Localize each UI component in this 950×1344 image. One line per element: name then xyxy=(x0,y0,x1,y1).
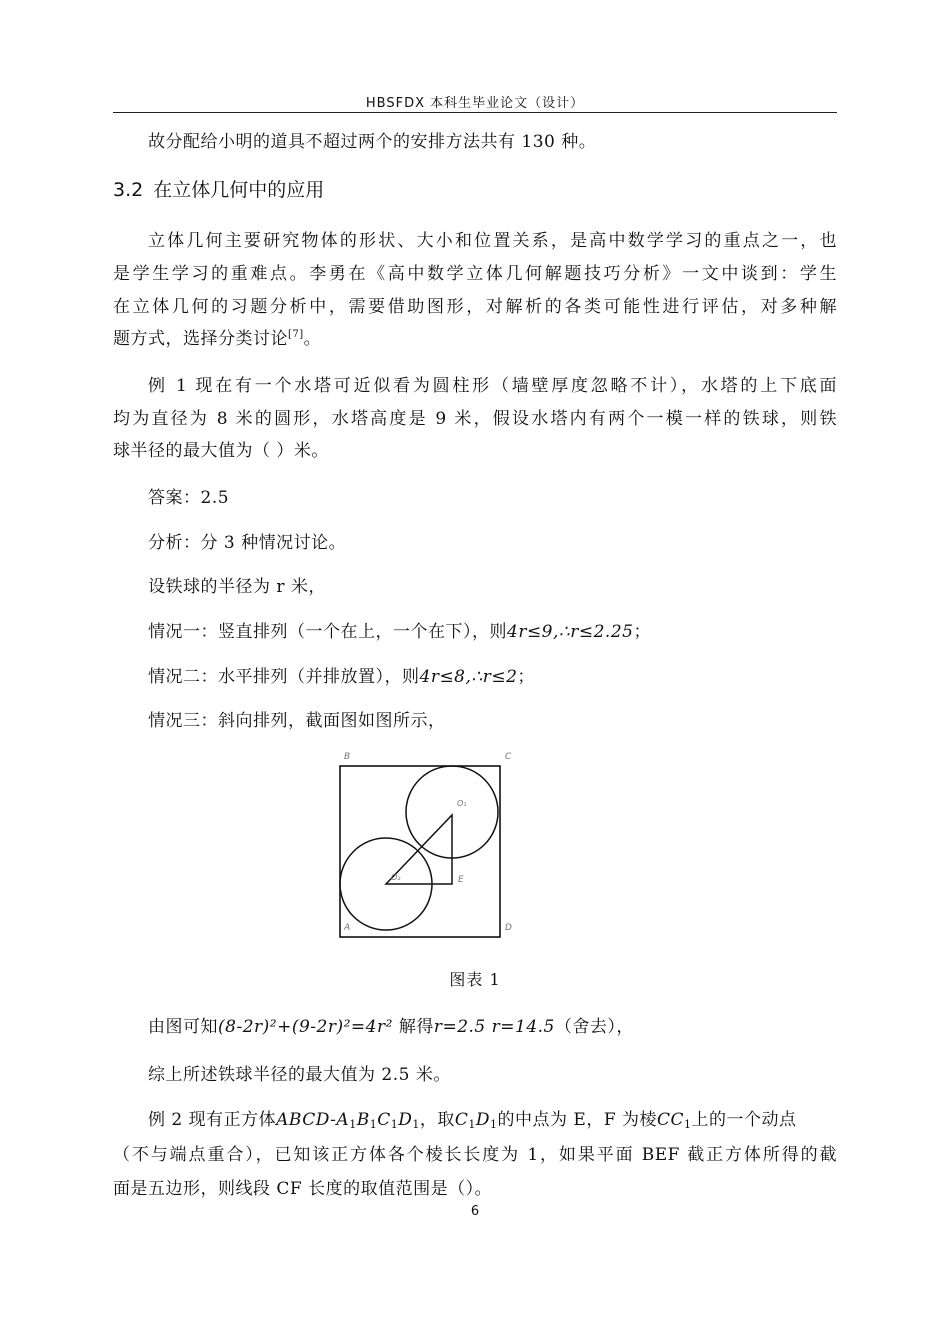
case-end: ； xyxy=(633,622,651,642)
running-header: HBSFDX 本科生毕业论文（设计） xyxy=(365,96,585,111)
paragraph-text: 。 xyxy=(303,329,322,349)
equation-expression: (8-2r)²+(9-2r)²=4r² xyxy=(218,1017,393,1037)
paragraph-line: 是学生学习的重难点。李勇在《高中数学立体几何解题技巧分析》一文中谈到：学生 xyxy=(113,264,837,284)
example-text: 上的一个动点 xyxy=(691,1110,797,1130)
page-number: 6 xyxy=(470,1204,480,1219)
example-text: 的中点为 E，F 为棱 xyxy=(497,1110,658,1130)
section-number: 3.2 xyxy=(113,179,144,201)
paragraph-line: 在立体几何的习题分析中，需要借助图形，对解析的各类可能性进行评估，对多种解 xyxy=(113,297,837,317)
equation-solution-1: r=2.5 xyxy=(433,1017,486,1037)
cross-section-figure xyxy=(325,745,525,950)
radius-line: 设铁球的半径为 r 米， xyxy=(148,577,326,597)
conclusion-line: 综上所述铁球半径的最大值为 2.5 米。 xyxy=(148,1065,451,1085)
header-rule xyxy=(113,112,837,113)
example-text: 例 2 现有正方体 xyxy=(148,1110,277,1130)
edge-cc1: $CC_1$ xyxy=(657,1110,692,1131)
case-math: 4r≤9,∴r≤2.25 xyxy=(507,622,634,642)
case-1-line xyxy=(148,617,651,642)
section-heading xyxy=(113,175,324,202)
equation-suffix: （舍去）， xyxy=(554,1017,634,1037)
equation-solution-2: r=14.5 xyxy=(491,1017,555,1037)
example-text: ，取 xyxy=(419,1110,455,1130)
example-2-line: 面是五边形，则线段 CF 长度的取值范围是（）。 xyxy=(113,1179,493,1199)
segment-c1d1: $C_1D_1$ xyxy=(454,1110,498,1131)
case-label: 情况二：水平排列（并排放置），则 xyxy=(148,667,420,687)
example-2-line: （不与端点重合），已知该正方体各个棱长长度为 1，如果平面 BEF 截正方体所得的截 xyxy=(113,1145,837,1165)
label-e: E xyxy=(458,875,464,885)
equation-line xyxy=(148,1012,634,1037)
figure-caption: 图表 1 xyxy=(449,970,501,989)
paragraph-line: 故分配给小明的道具不超过两个的安排方法共有 130 种。 xyxy=(148,132,597,152)
example-line: 均为直径为 8 米的圆形，水塔高度是 9 米，假设水塔内有两个一模一样的铁球，则铁 xyxy=(113,409,837,429)
equation-mid: 解得 xyxy=(398,1017,434,1037)
label-o2: O₂ xyxy=(391,873,401,882)
answer-line: 答案：2.5 xyxy=(148,488,230,508)
paragraph-line-last xyxy=(113,324,321,349)
citation: [7] xyxy=(288,329,304,340)
case-3-line: 情况三：斜向排列，截面图如图所示， xyxy=(148,711,446,731)
example-line: 例 1 现在有一个水塔可近似看为圆柱形（墙壁厚度忽略不计），水塔的上下底面 xyxy=(148,376,837,396)
case-2-line xyxy=(148,662,535,687)
label-d: D xyxy=(505,923,512,933)
example-line: 球半径的最大值为（ ）米。 xyxy=(113,441,329,461)
label-c: C xyxy=(505,752,512,762)
label-a: A xyxy=(344,923,351,933)
case-label: 情况一：竖直排列（一个在上，一个在下），则 xyxy=(148,622,507,642)
example-2-line xyxy=(148,1105,797,1131)
cube-name: ABCD-$A_1B_1C_1D_1$ xyxy=(276,1110,420,1131)
label-b: B xyxy=(344,752,351,762)
label-o1: O₁ xyxy=(457,799,467,808)
analysis-line: 分析：分 3 种情况讨论。 xyxy=(148,533,347,553)
paragraph-text: 题方式，选择分类讨论 xyxy=(113,329,288,349)
section-title: 在立体几何中的应用 xyxy=(153,179,325,201)
case-end: ； xyxy=(517,667,535,687)
equation-prefix: 由图可知 xyxy=(148,1017,218,1037)
case-math: 4r≤8,∴r≤2 xyxy=(419,667,518,687)
paragraph-line: 立体几何主要研究物体的形状、大小和位置关系，是高中数学学习的重点之一，也 xyxy=(148,231,837,251)
